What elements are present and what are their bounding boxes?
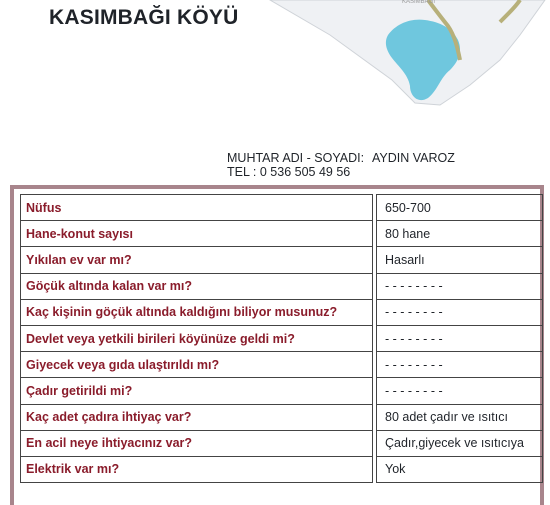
table-row [21, 273, 543, 299]
question-cell: Hane-konut sayısı [21, 221, 373, 247]
location-map [0, 0, 550, 110]
answer-cell: - - - - - - - - [377, 352, 543, 378]
table-row [21, 352, 543, 378]
muhtar-phone: TEL : 0 536 505 49 56 [227, 165, 351, 179]
table-row [21, 404, 543, 430]
answer-cell: - - - - - - - - [377, 273, 543, 299]
question-cell: Kaç adet çadıra ihtiyaç var? [21, 404, 373, 430]
question-cell: Giyecek veya gıda ulaştırıldı mı? [21, 352, 373, 378]
table-row [21, 325, 543, 351]
question-cell: Elektrik var mı? [21, 456, 373, 482]
question-cell: Kaç kişinin göçük altında kaldığını biliyor musunuz? [21, 299, 373, 325]
question-cell: Nüfus [21, 195, 373, 221]
table-row [21, 430, 543, 456]
table-row [21, 247, 543, 273]
answer-cell: 80 adet çadır ve ısıtıcı [377, 404, 543, 430]
table-row [21, 221, 543, 247]
map-label: KASIMBAĞI [402, 0, 436, 5]
table-row [21, 456, 543, 482]
muhtar-label: MUHTAR ADI - SOYADI: [227, 151, 365, 165]
question-cell: Çadır getirildi mi? [21, 378, 373, 404]
question-cell: Yıkılan ev var mı? [21, 247, 373, 273]
question-cell: Göçük altında kalan var mı? [21, 273, 373, 299]
table-row [21, 299, 543, 325]
question-cell: Devlet veya yetkili birileri köyünüze geldi mi? [21, 325, 373, 351]
answer-cell: Yok [377, 456, 543, 482]
village-title: KASIMBAĞI KÖYÜ [49, 6, 239, 29]
table-row [21, 378, 543, 404]
answer-cell: - - - - - - - - [377, 325, 543, 351]
answer-cell: - - - - - - - - [377, 378, 543, 404]
village-info-table [20, 194, 543, 483]
muhtar-name: AYDIN VAROZ [372, 151, 455, 165]
answer-cell: Çadır,giyecek ve ısıtıcıya [377, 430, 543, 456]
answer-cell: - - - - - - - - [377, 299, 543, 325]
table-row [21, 195, 543, 221]
muhtar-info [227, 151, 455, 179]
question-cell: En acil neye ihtiyacınız var? [21, 430, 373, 456]
answer-cell: 650-700 [377, 195, 543, 221]
answer-cell: 80 hane [377, 221, 543, 247]
answer-cell: Hasarlı [377, 247, 543, 273]
